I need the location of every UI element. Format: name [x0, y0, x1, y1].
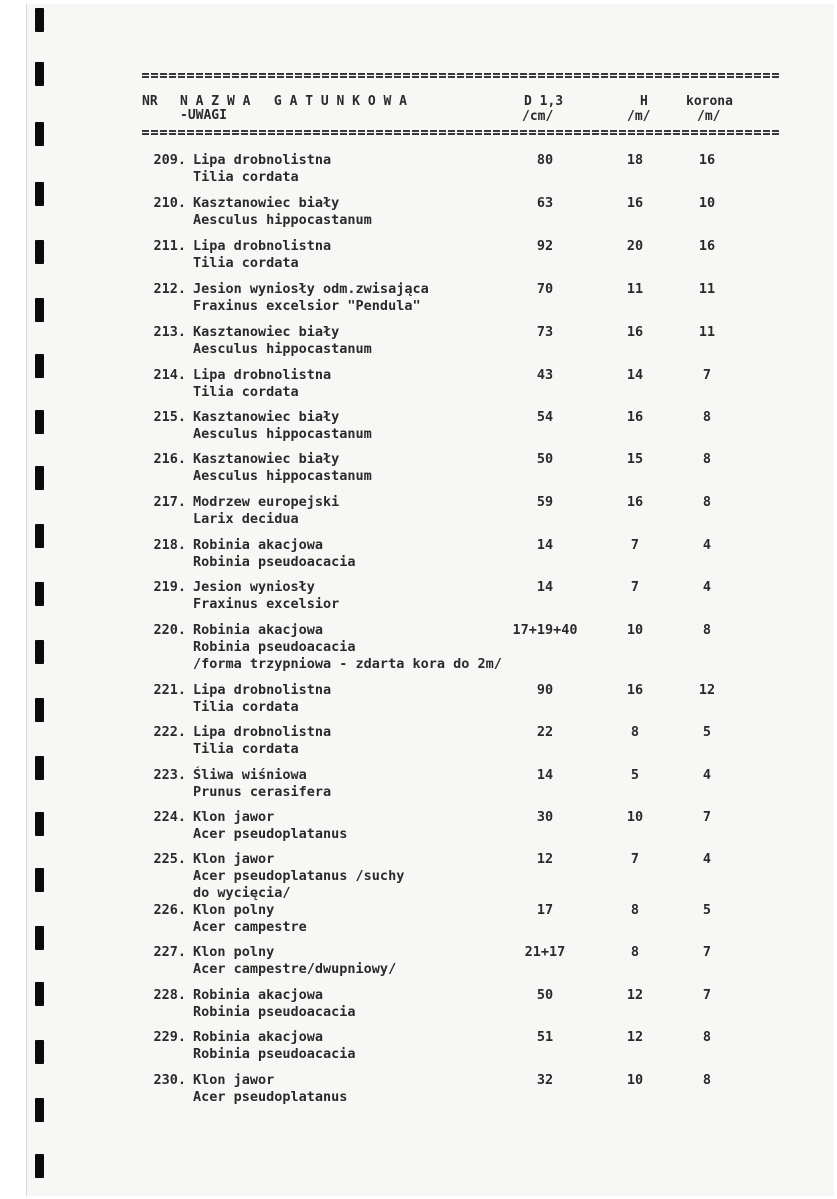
species-latin: Acer pseudoplatanus /suchy — [193, 868, 405, 884]
table-row — [0, 494, 837, 538]
diameter-value: 59 — [536, 494, 554, 510]
diameter-value: 22 — [536, 724, 554, 740]
species-polish: Robinia akacjowa — [193, 1029, 324, 1045]
height-value: 7 — [630, 579, 640, 595]
diameter-value: 80 — [536, 152, 554, 168]
crown-value: 8 — [702, 1072, 712, 1088]
species-polish: Kasztanowiec biały — [193, 195, 340, 211]
crown-value: 7 — [702, 367, 712, 383]
row-number: 229. — [153, 1029, 186, 1045]
header-korona-unit: /m/ — [697, 109, 721, 124]
table-row — [0, 1029, 837, 1073]
height-value: 16 — [626, 409, 644, 425]
height-value: 14 — [626, 367, 644, 383]
diameter-value: 12 — [536, 851, 554, 867]
diameter-value: 17+19+40 — [512, 622, 578, 638]
table-row — [0, 724, 837, 768]
species-latin: Robinia pseudoacacia — [193, 639, 356, 655]
crown-value: 8 — [702, 451, 712, 467]
crown-value: 5 — [702, 724, 712, 740]
species-polish: Kasztanowiec biały — [193, 409, 340, 425]
crown-value: 8 — [702, 622, 712, 638]
species-polish: Klon polny — [193, 902, 275, 918]
row-number: 220. — [153, 622, 186, 638]
row-number: 215. — [153, 409, 186, 425]
diameter-value: 50 — [536, 451, 554, 467]
species-latin: Robinia pseudoacacia — [193, 1046, 356, 1062]
height-value: 8 — [630, 944, 640, 960]
diameter-value: 14 — [536, 767, 554, 783]
header-d-label: D 1,3 — [524, 94, 564, 109]
diameter-value: 70 — [536, 281, 554, 297]
species-polish: Modrzew europejski — [193, 494, 340, 510]
table-row — [0, 195, 837, 239]
crown-value: 5 — [702, 902, 712, 918]
species-latin: Acer pseudoplatanus — [193, 1089, 348, 1105]
height-value: 16 — [626, 682, 644, 698]
diameter-value: 21+17 — [524, 944, 566, 960]
crown-value: 7 — [702, 809, 712, 825]
diameter-value: 50 — [536, 987, 554, 1003]
diameter-value: 90 — [536, 682, 554, 698]
table-row — [0, 809, 837, 853]
crown-value: 8 — [702, 494, 712, 510]
height-value: 16 — [626, 195, 644, 211]
table-row — [0, 1072, 837, 1116]
species-latin: Prunus cerasifera — [193, 784, 332, 800]
row-number: 228. — [153, 987, 186, 1003]
species-latin: Tilia cordata — [193, 255, 299, 271]
diameter-value: 43 — [536, 367, 554, 383]
crown-value: 12 — [698, 682, 716, 698]
table-row — [0, 367, 837, 411]
height-value: 12 — [626, 987, 644, 1003]
table-row — [0, 238, 837, 282]
table-row — [0, 409, 837, 453]
species-latin: Tilia cordata — [193, 384, 299, 400]
species-polish: Kasztanowiec biały — [193, 451, 340, 467]
height-value: 7 — [630, 851, 640, 867]
species-polish: Klon polny — [193, 944, 275, 960]
row-number: 218. — [153, 537, 186, 553]
diameter-value: 63 — [536, 195, 554, 211]
header-rule — [142, 130, 779, 135]
species-latin: Fraxinus excelsior "Pendula" — [193, 298, 421, 314]
row-number: 213. — [153, 324, 186, 340]
crown-value: 11 — [698, 281, 716, 297]
row-number: 227. — [153, 944, 186, 960]
species-polish: Śliwa wiśniowa — [193, 767, 307, 783]
species-latin: Tilia cordata — [193, 699, 299, 715]
crown-value: 11 — [698, 324, 716, 340]
diameter-value: 51 — [536, 1029, 554, 1045]
species-latin: Acer campestre/dwupniowy/ — [193, 961, 397, 977]
header-h-unit: /m/ — [627, 109, 651, 124]
row-number: 219. — [153, 579, 186, 595]
species-latin: Acer pseudoplatanus — [193, 826, 348, 842]
table-row — [0, 622, 837, 682]
row-number: 221. — [153, 682, 186, 698]
diameter-value: 54 — [536, 409, 554, 425]
species-polish: Lipa drobnolistna — [193, 367, 332, 383]
height-value: 15 — [626, 451, 644, 467]
crown-value: 4 — [702, 537, 712, 553]
species-latin: Fraxinus excelsior — [193, 596, 340, 612]
binding-mark — [35, 8, 44, 32]
diameter-value: 30 — [536, 809, 554, 825]
species-polish: Robinia akacjowa — [193, 622, 324, 638]
row-number: 230. — [153, 1072, 186, 1088]
row-number: 222. — [153, 724, 186, 740]
table-row — [0, 579, 837, 623]
header-name: N A Z W A G A T U N K O W A — [180, 94, 407, 109]
species-latin: Acer campestre — [193, 919, 307, 935]
height-value: 18 — [626, 152, 644, 168]
row-number: 224. — [153, 809, 186, 825]
remark: /forma trzypniowa - zdarta kora do 2m/ — [193, 656, 502, 672]
crown-value: 7 — [702, 987, 712, 1003]
height-value: 11 — [626, 281, 644, 297]
table-row — [0, 767, 837, 811]
diameter-value: 14 — [536, 537, 554, 553]
header-korona-label: korona — [686, 94, 733, 109]
species-latin: Larix decidua — [193, 511, 299, 527]
species-latin: Tilia cordata — [193, 741, 299, 757]
row-number: 210. — [153, 195, 186, 211]
crown-value: 16 — [698, 238, 716, 254]
species-latin: Robinia pseudoacacia — [193, 554, 356, 570]
row-number: 212. — [153, 281, 186, 297]
diameter-value: 32 — [536, 1072, 554, 1088]
height-value: 16 — [626, 494, 644, 510]
crown-value: 4 — [702, 767, 712, 783]
height-value: 8 — [630, 902, 640, 918]
species-latin: Tilia cordata — [193, 169, 299, 185]
row-number: 225. — [153, 851, 186, 867]
crown-value: 8 — [702, 1029, 712, 1045]
header-h-label: H — [640, 94, 648, 109]
species-latin: Aesculus hippocastanum — [193, 341, 372, 357]
height-value: 20 — [626, 238, 644, 254]
row-number: 216. — [153, 451, 186, 467]
height-value: 10 — [626, 1072, 644, 1088]
height-value: 8 — [630, 724, 640, 740]
table-row — [0, 987, 837, 1031]
species-latin: Robinia pseudoacacia — [193, 1004, 356, 1020]
species-polish: Robinia akacjowa — [193, 537, 324, 553]
table-row — [0, 851, 837, 903]
row-number: 211. — [153, 238, 186, 254]
crown-value: 16 — [698, 152, 716, 168]
diameter-value: 17 — [536, 902, 554, 918]
species-polish: Klon jawor — [193, 1072, 275, 1088]
binding-mark — [35, 1154, 44, 1178]
table-row — [0, 152, 837, 196]
height-value: 5 — [630, 767, 640, 783]
crown-value: 4 — [702, 579, 712, 595]
header-nr: NR — [142, 94, 158, 109]
height-value: 12 — [626, 1029, 644, 1045]
table-row — [0, 902, 837, 946]
binding-mark — [35, 122, 44, 146]
header-d-unit: /cm/ — [522, 109, 554, 124]
row-number: 214. — [153, 367, 186, 383]
crown-value: 4 — [702, 851, 712, 867]
species-latin: Aesculus hippocastanum — [193, 468, 372, 484]
table-row — [0, 944, 837, 988]
species-polish: Klon jawor — [193, 809, 275, 825]
species-polish: Jesion wyniosły — [193, 579, 315, 595]
height-value: 10 — [626, 809, 644, 825]
species-polish: Kasztanowiec biały — [193, 324, 340, 340]
crown-value: 8 — [702, 409, 712, 425]
height-value: 16 — [626, 324, 644, 340]
height-value: 10 — [626, 622, 644, 638]
species-latin: Aesculus hippocastanum — [193, 426, 372, 442]
species-polish: Lipa drobnolistna — [193, 152, 332, 168]
species-polish: Lipa drobnolistna — [193, 238, 332, 254]
table-row — [0, 451, 837, 495]
diameter-value: 14 — [536, 579, 554, 595]
species-polish: Jesion wyniosły odm.zwisająca — [193, 281, 429, 297]
species-polish: Lipa drobnolistna — [193, 682, 332, 698]
header-uwagi: -UWAGI — [180, 108, 227, 123]
crown-value: 10 — [698, 195, 716, 211]
row-number: 217. — [153, 494, 186, 510]
top-rule — [142, 73, 779, 78]
species-polish: Klon jawor — [193, 851, 275, 867]
binding-mark — [35, 62, 44, 86]
species-polish: Robinia akacjowa — [193, 987, 324, 1003]
species-polish: Lipa drobnolistna — [193, 724, 332, 740]
species-latin: Aesculus hippocastanum — [193, 212, 372, 228]
height-value: 7 — [630, 537, 640, 553]
row-number: 223. — [153, 767, 186, 783]
remark: do wycięcia/ — [193, 885, 291, 901]
table-row — [0, 281, 837, 325]
row-number: 226. — [153, 902, 186, 918]
table-row — [0, 682, 837, 726]
diameter-value: 73 — [536, 324, 554, 340]
diameter-value: 92 — [536, 238, 554, 254]
row-number: 209. — [153, 152, 186, 168]
table-row — [0, 537, 837, 581]
table-row — [0, 324, 837, 368]
crown-value: 7 — [702, 944, 712, 960]
